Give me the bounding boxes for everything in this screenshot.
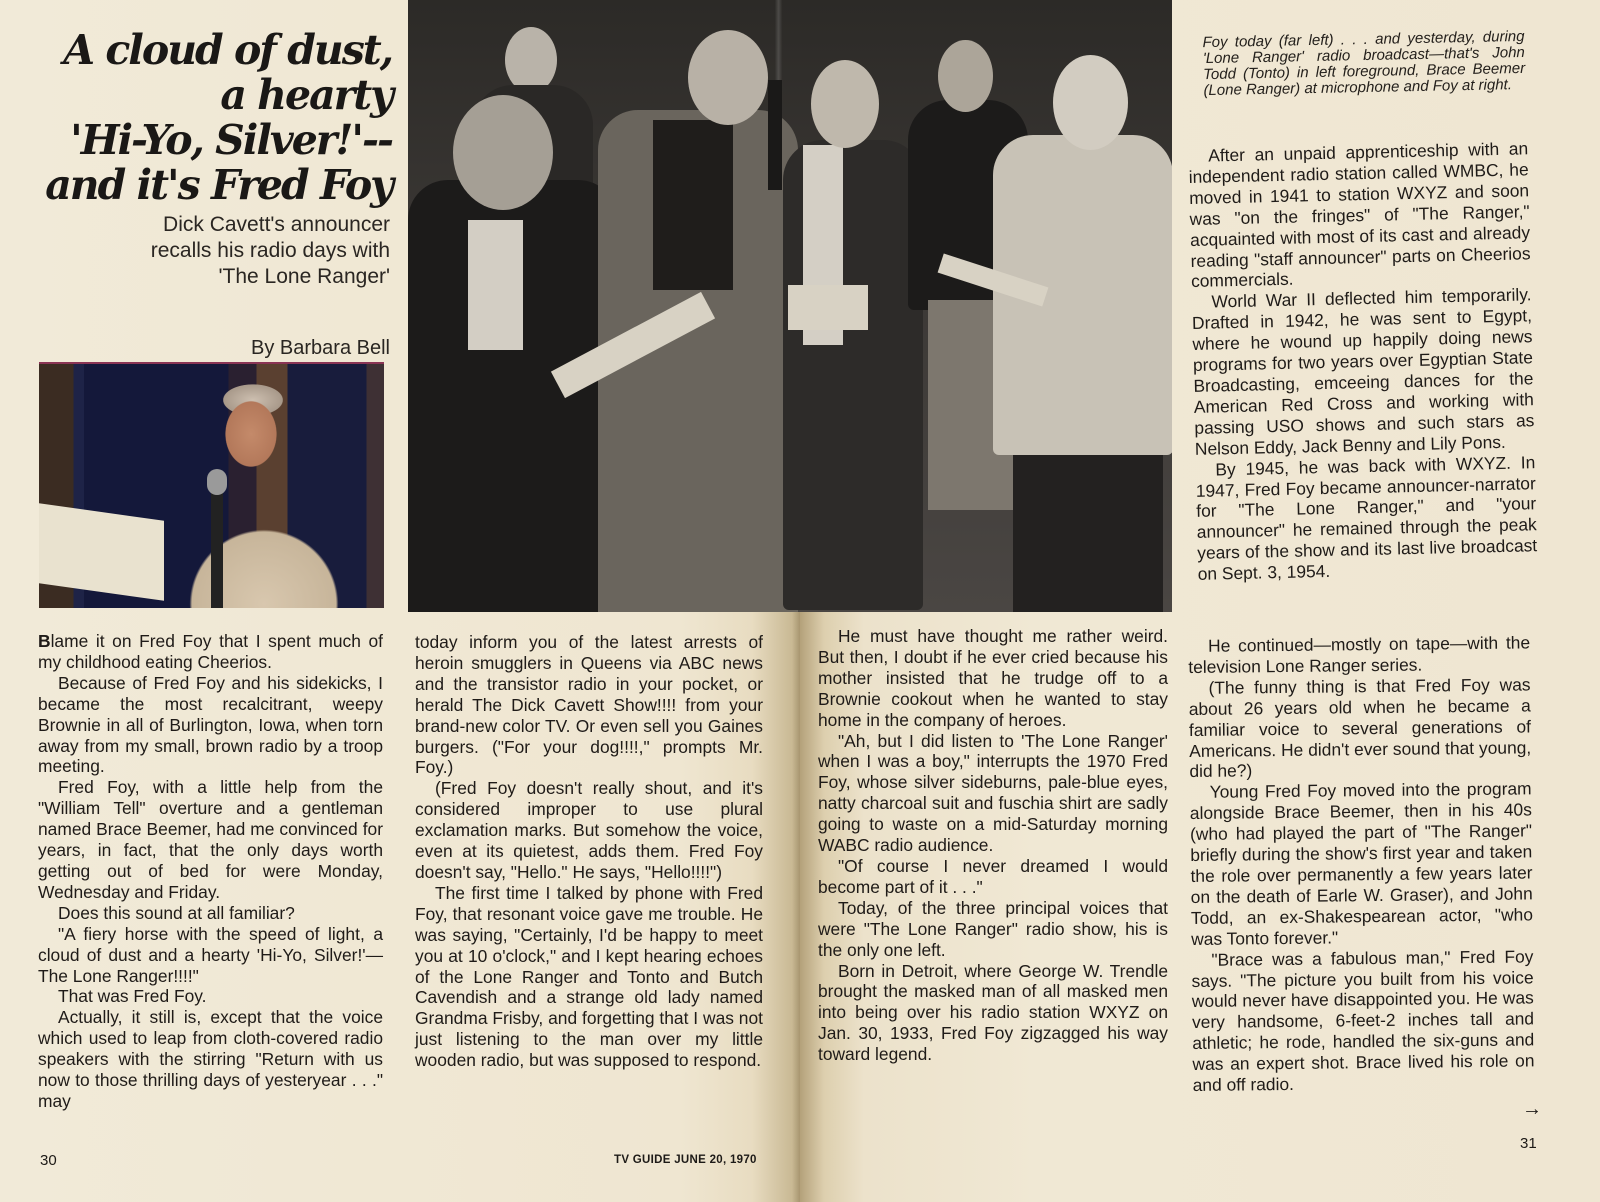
publication-footer: TV GUIDE JUNE 20, 1970	[614, 1154, 757, 1166]
paragraph: The first time I talked by phone with Fred Foy, that resonant voice gave me trouble. He was saying, "Certainly, I'd be happy to meet you at 10 o'clock," and I kept hearing echoes of the Lone Ranger and Tonto and Butch Cavendish and a strange old lady named Grandma Frisby, and forgetting that I was not just listening to the man over my little wooden radio, but was supposed to respond.	[415, 882, 763, 1071]
page-number-left: 30	[40, 1152, 57, 1169]
article-column-3	[818, 626, 1168, 1065]
paragraph: World War II deflected him temporarily. Drafted in 1942, he was sent to Egypt, where he wound up happily doing news programs for two years over Egyptian State Broadcasting, emceeing dances for the American Red Cross and working with passing USO shows and such stars as Nelson Eddy, Jack Benny and Lily Pons.	[1191, 284, 1535, 459]
article-column-2	[415, 632, 763, 1071]
paragraph: By 1945, he was back with WXYZ. In 1947, Fred Foy became announcer-narrator for "The Lone Ranger," and "your announcer" he remained through the peak years of the show and its last live broadcast on Sept. 3, 1954.	[1195, 451, 1538, 585]
script-paper	[39, 503, 164, 601]
paragraph: Blame it on Fred Foy that I spent much of my childhood eating Cheerios.	[38, 631, 383, 672]
paragraph: Young Fred Foy moved into the program alongside Brace Beemer, then in his 40s (who had played the part of "The Ranger" briefly during the show's first year and taken the role over permanently a few years later on the death of Earle W. Graser), and John Todd, an ex-Shakespearean actor, "who was Tonto forever."	[1189, 778, 1534, 949]
microphone-icon	[207, 469, 227, 495]
microphone-stand	[211, 479, 223, 608]
headline-line: a hearty	[220, 71, 392, 119]
paragraph: He continued—mostly on tape—with the television Lone Ranger series.	[1188, 632, 1531, 677]
article-column-4-continued	[1188, 632, 1535, 1095]
paragraph: Actually, it still is, except that the voice which used to leap from cloth-covered radio speakers with the stirring "Return with us now to those thrilling days of yesteryear . . ." may	[38, 1007, 383, 1111]
headline-line: A cloud of dust,	[63, 26, 392, 74]
paragraph: Fred Foy, with a little help from the "William Tell" overture and a gentleman named Brace Beemer, had me convinced for years, in fact, that the only days worth getting out of bed for were Monday, Wednesday and Friday.	[38, 777, 383, 902]
paragraph: Born in Detroit, where George W. Trendle brought the masked man of all masked men into being over his radio station WXYZ on Jan. 30, 1933, Fred Foy zigzagged his way toward legend.	[818, 960, 1168, 1065]
continued-arrow-icon: →	[1522, 1098, 1542, 1120]
article-column-1	[38, 631, 383, 1112]
paragraph: "Ah, but I did listen to 'The Lone Ranger' when I was a boy," interrupts the 1970 Fred Foy, whose silver sideburns, pale-blue eyes, natty charcoal suit and fuschia shirt are sadly going to waste on a mid-Saturday morning WABC radio audience.	[818, 730, 1168, 856]
paragraph: Because of Fred Foy and his sidekicks, I became the most recalcitrant, weepy Brownie in all of Burlington, Iowa, when torn away from my small, brown radio by a troop meeting.	[38, 672, 383, 777]
paragraph: "Brace was a fabulous man," Fred Foy says. "The picture you built from his voice would never have disappointed you. He was very handsome, 6-feet-2 inches tall and athletic; he rode, handled the six-guns and was an expert shot. Brace lived his role on and off radio.	[1191, 945, 1535, 1096]
deck-line: recalls his radio days with	[150, 239, 390, 262]
paragraph: "Of course I never dreamed I would become part of it . . ."	[818, 855, 1168, 897]
paragraph: He must have thought me rather weird. But then, I doubt if he ever cried because his mother insisted that he trudge off to a Brownie cookout when he wanted to stay home in the company of heroes.	[818, 626, 1168, 730]
page-number-right: 31	[1520, 1135, 1537, 1152]
deck-line: Dick Cavett's announcer	[163, 213, 390, 236]
byline: By Barbara Bell	[251, 337, 390, 359]
paragraph: Does this sound at all familiar?	[58, 902, 295, 923]
deck-line: 'The Lone Ranger'	[218, 265, 390, 288]
headline	[40, 28, 392, 208]
subheadline	[40, 212, 390, 290]
headline-line: 'Hi-Yo, Silver!'--	[70, 116, 392, 164]
paragraph: "A fiery horse with the speed of light, a cloud of dust and a hearty 'Hi-Yo, Silver!'—The Lone Ranger!!!!"	[38, 923, 383, 986]
paragraph: That was Fred Foy.	[58, 986, 207, 1007]
script-paper	[788, 285, 868, 330]
bw-photo-radio-broadcast	[408, 0, 1172, 612]
article-column-4	[1188, 138, 1538, 585]
color-photo-fred-foy	[39, 362, 384, 608]
paragraph: (The funny thing is that Fred Foy was about 26 years old when he became a familiar voice to several generations of Americans. He didn't ever sound that young, did he?)	[1188, 674, 1532, 782]
paragraph: After an unpaid apprenticeship with an independent radio station called WMBC, he moved in 1941 to station WXYZ and soon was "on the fringes" of "The Ranger," acquainted with most of its cast and already reading "staff announcer" parts on Cheerios commercials.	[1188, 138, 1531, 292]
microphone-icon	[768, 80, 782, 190]
headline-line: and it's Fred Foy	[45, 161, 392, 209]
paragraph: Today, of the three principal voices that were "The Lone Ranger" radio show, his is the only one left.	[818, 897, 1168, 960]
photo-caption: Foy today (far left) . . . and yesterday, during 'Lone Ranger' radio broadcast—that's John Todd (Tonto) in left foreground, Brace Beemer (Lone Ranger) at microphone and Foy at right.	[1202, 27, 1526, 100]
paragraph: today inform you of the latest arrests of heroin smugglers in Queens via ABC news and the transistor radio in your pocket, or herald The Dick Cavett Show!!!! from your brand-new color TV. Or even sell you Gaines burgers. ("For your dog!!!!," prompts Mr. Foy.)	[415, 632, 763, 778]
paragraph: (Fred Foy doesn't really shout, and it's considered improper to use plural exclamation marks. But somehow the voice, even at its quietest, adds them. Fred Foy doesn't say, "Hello." He says, "Hello!!!!")	[415, 778, 763, 882]
